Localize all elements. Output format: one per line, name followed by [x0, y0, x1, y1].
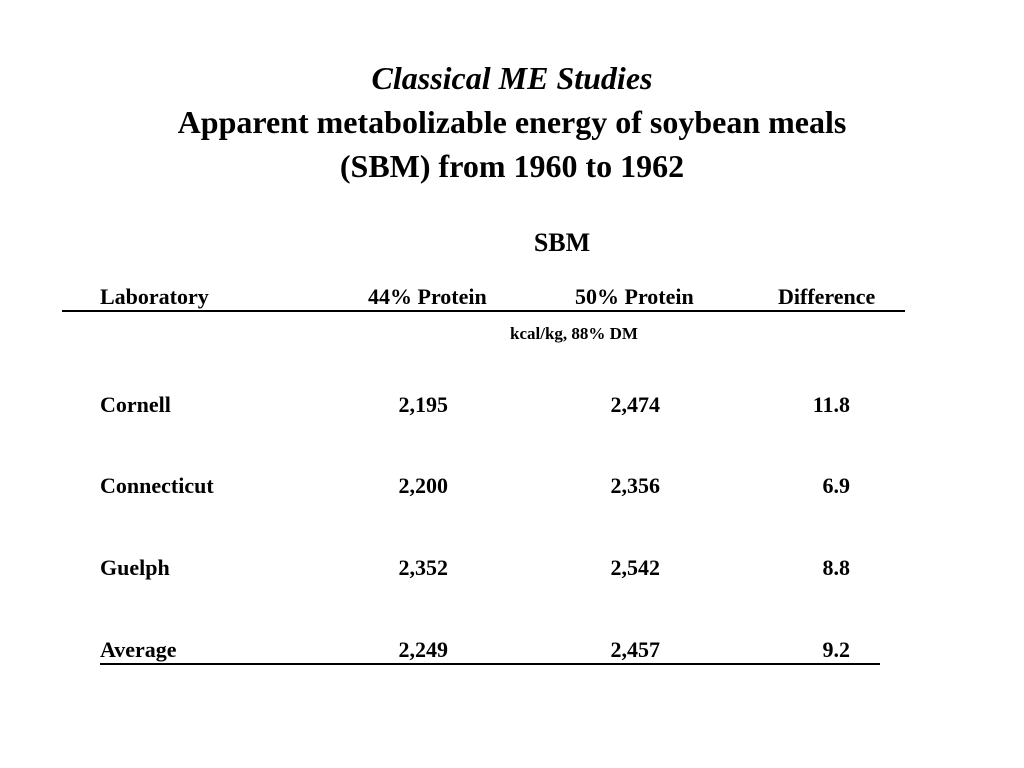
header-protein-50: 50% Protein: [575, 284, 694, 309]
sbm-group-label: SBM: [533, 228, 591, 257]
row-protein-44: 2,352: [398, 555, 448, 580]
row-protein-50: 2,474: [610, 392, 660, 417]
row-protein-44: 2,249: [398, 637, 448, 662]
title-line-3: (SBM) from 1960 to 1962: [339, 148, 685, 184]
row-difference: 6.9: [822, 473, 850, 498]
row-difference: 9.2: [822, 637, 850, 662]
row-protein-44: 2,200: [398, 473, 448, 498]
average-underline: [100, 663, 880, 665]
row-laboratory: Guelph: [100, 555, 170, 580]
row-protein-50: 2,542: [610, 555, 660, 580]
title-line-1: Classical ME Studies: [371, 60, 653, 96]
row-laboratory: Connecticut: [100, 473, 214, 498]
slide-title: [0, 56, 1024, 188]
header-protein-44: 44% Protein: [368, 284, 487, 309]
row-protein-44: 2,195: [398, 392, 448, 417]
row-difference: 11.8: [812, 392, 850, 417]
title-line-2: Apparent metabolizable energy of soybean meals: [177, 104, 847, 140]
row-laboratory: Average: [100, 637, 177, 662]
row-protein-50: 2,457: [610, 637, 660, 662]
row-protein-50: 2,356: [610, 473, 660, 498]
row-laboratory: Cornell: [100, 392, 171, 417]
header-laboratory: Laboratory: [100, 284, 209, 309]
units-label: kcal/kg, 88% DM: [510, 324, 638, 343]
row-difference: 8.8: [822, 555, 850, 580]
header-underline: [62, 310, 905, 312]
header-difference: Difference: [778, 284, 876, 309]
